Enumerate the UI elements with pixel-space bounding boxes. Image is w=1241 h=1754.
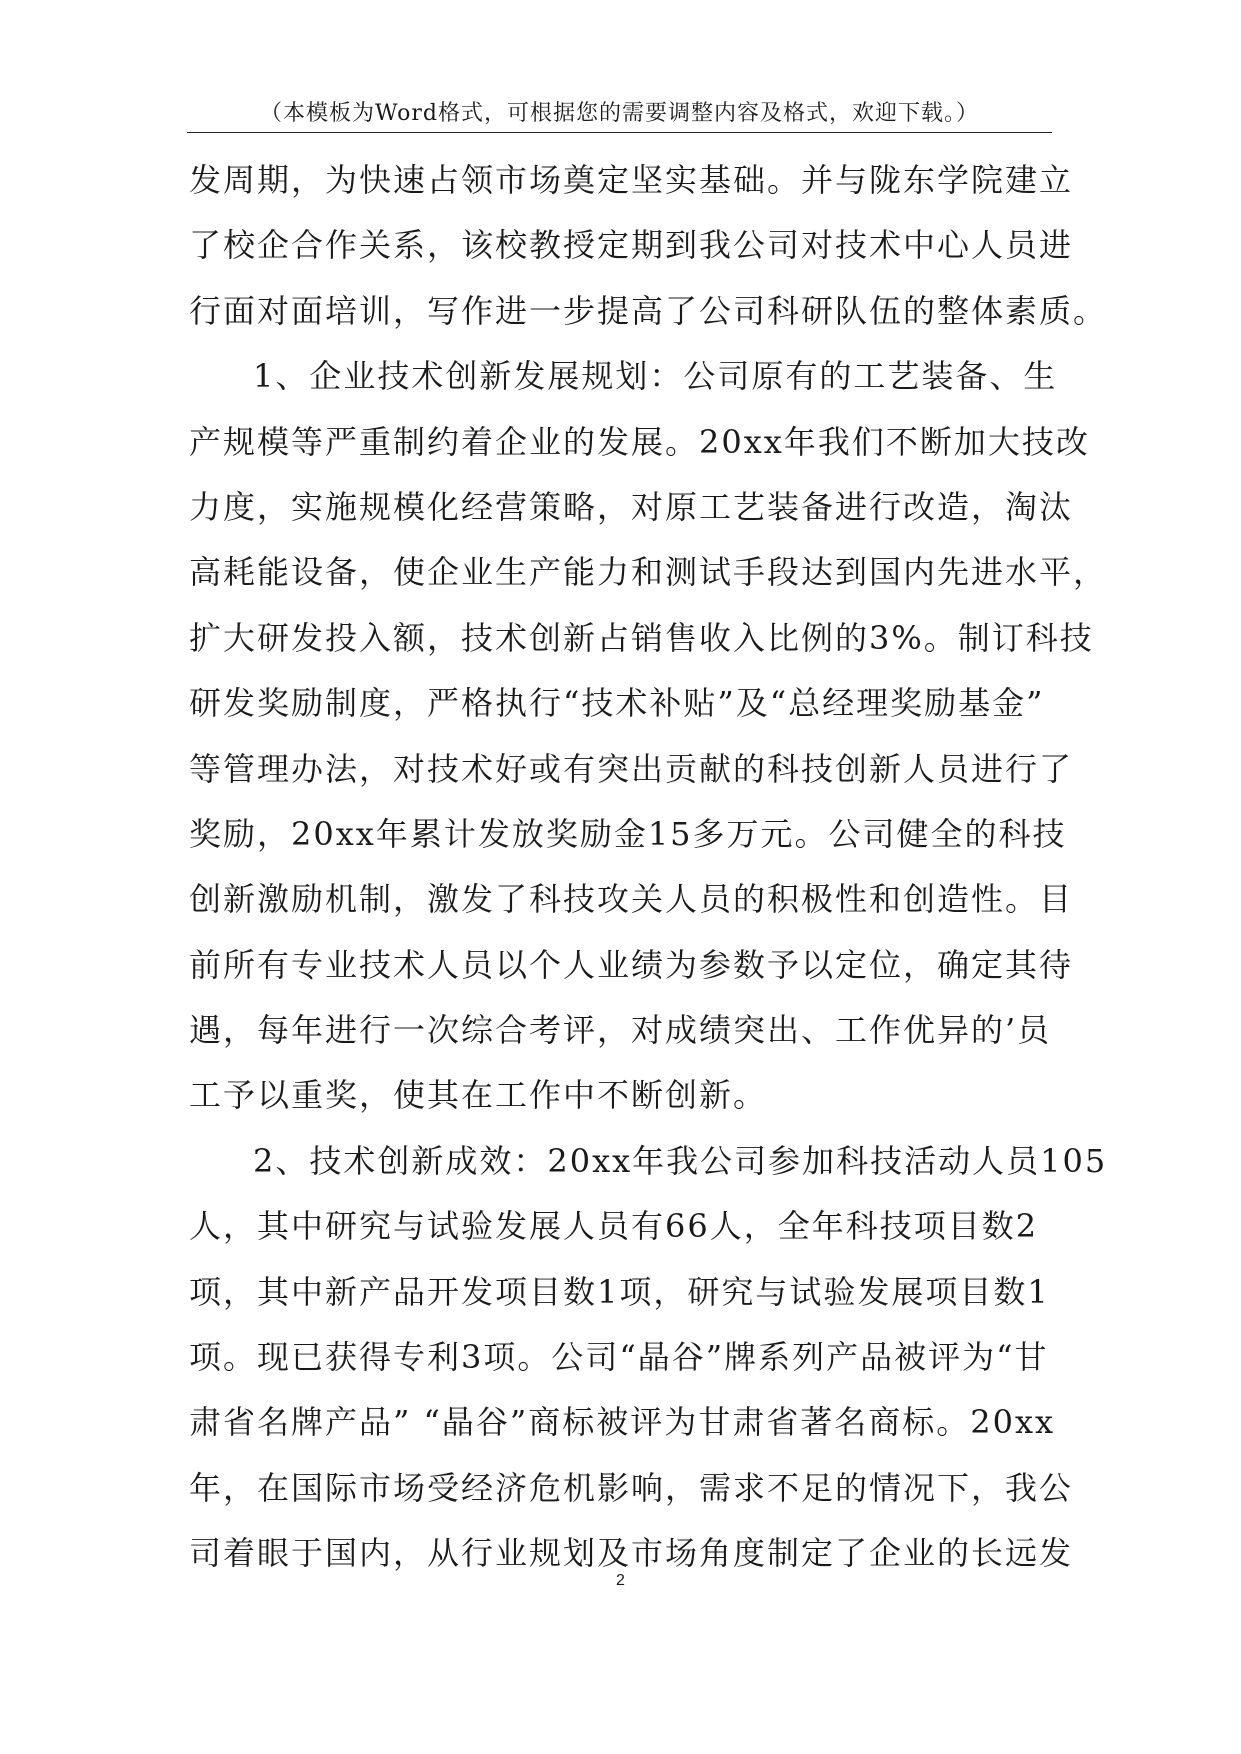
body-line: 遇，每年进行一次综合考评，对成绩突出、工作优异的’员: [189, 1011, 1052, 1050]
body-line: 等管理办法，对技术好或有突出贡献的科技创新人员进行了: [189, 749, 1074, 788]
body-line: 力度，实施规模化经营策略，对原工艺装备进行改造，淘汰: [189, 487, 1074, 526]
body-line: 人，其中研究与试验发展人员有66人，全年科技项目数2: [189, 1207, 1039, 1246]
body-line: 奖励，20xx年累计发放奖励金15多万元。公司健全的科技: [189, 814, 1067, 853]
body-line: 年，在国际市场受经济危机影响，需求不足的情况下，我公: [189, 1468, 1074, 1507]
body-line: 了校企合作关系，该校教授定期到我公司对技术中心人员进: [189, 226, 1074, 265]
body-line: 前所有专业技术人员以个人业绩为参数予以定位，确定其待: [189, 945, 1074, 984]
body-line: 司着眼于国内，从行业规划及市场角度制定了企业的长远发: [189, 1534, 1074, 1573]
body-line: 发周期，为快速占领市场奠定坚实基础。并与陇东学院建立: [189, 161, 1074, 199]
body-line: 项，其中新产品开发项目数1项，研究与试验发展项目数1: [189, 1272, 1050, 1311]
body-line: 项。现已获得专利3项。公司“晶谷”牌系列产品被评为“甘: [189, 1338, 1049, 1377]
header-divider: [187, 132, 1052, 133]
paragraph-start-line: 2、技术创新成效：20xx年我公司参加科技活动人员105: [253, 1141, 1108, 1180]
body-line: 研发奖励制度，严格执行“技术补贴”及“总经理奖励基金”: [189, 684, 1045, 723]
page-number: 2: [616, 1572, 625, 1589]
body-line: 产规模等严重制约着企业的发展。20xx年我们不断加大技改: [189, 422, 1090, 461]
body-line: 高耗能设备，使企业生产能力和测试手段达到国内先进水平，: [189, 553, 1108, 592]
body-line: 肃省名牌产品” “晶谷”商标被评为甘肃省著名商标。20xx: [189, 1403, 1056, 1442]
body-line: 创新激励机制，激发了科技攻关人员的积极性和创造性。目: [189, 880, 1074, 919]
body-line: 行面对面培训，写作进一步提高了公司科研队伍的整体素质。: [189, 291, 1108, 330]
body-line: 扩大研发投入额，技术创新占销售收入比例的3%。制订科技: [189, 618, 1094, 657]
body-line: 工予以重奖，使其在工作中不断创新。: [189, 1076, 768, 1115]
template-header-note: （本模板为Word格式，可根据您的需要调整内容及格式，欢迎下载。）: [260, 101, 979, 126]
paragraph-start-line: 1、企业技术创新发展规划：公司原有的工艺装备、生: [253, 357, 1058, 396]
document-body: [189, 148, 1108, 1587]
